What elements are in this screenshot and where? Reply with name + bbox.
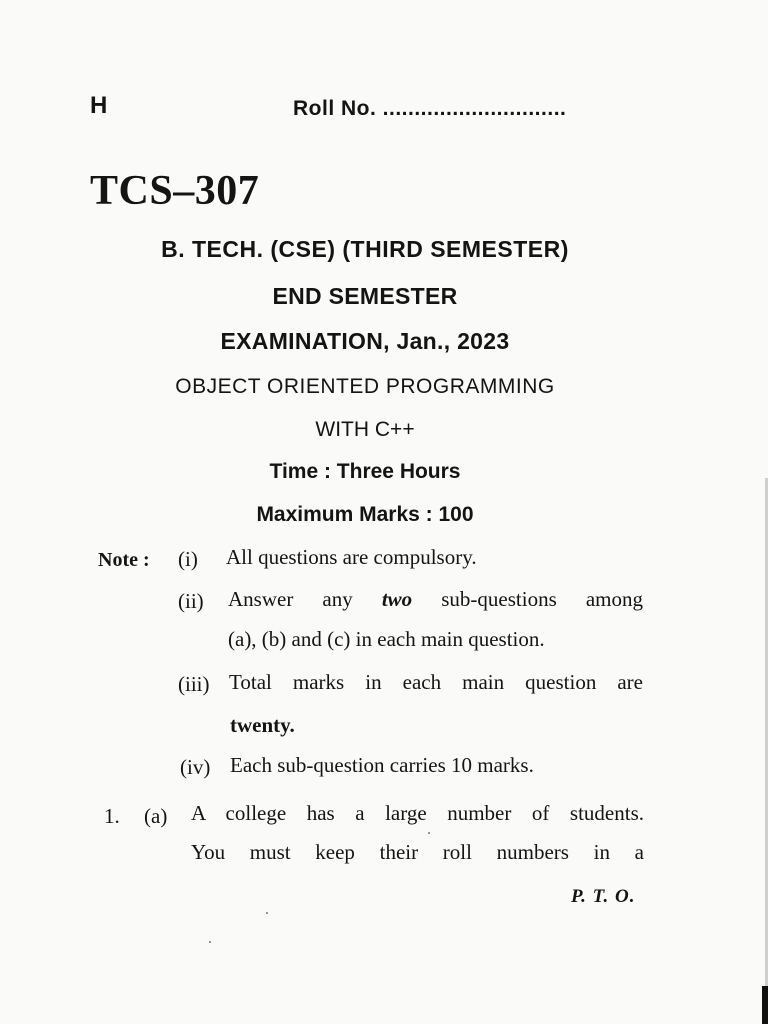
note-item-continuation: (a), (b) and (c) in each main question.	[228, 627, 545, 651]
note-item-text: All questions are compulsory.	[226, 545, 477, 569]
note-label: Note :	[98, 549, 150, 571]
series-code: H	[90, 92, 108, 119]
please-turn-over: P. T. O.	[571, 886, 636, 907]
exam-duration: Time : Three Hours	[269, 460, 461, 483]
note-item-emphasis: two	[381, 587, 413, 611]
maximum-marks: Maximum Marks : 100	[256, 503, 474, 526]
note-item-text	[228, 587, 643, 612]
note-item-text: Total marks in each main question are	[229, 670, 643, 694]
question-number: 1.	[104, 804, 120, 828]
subject-title-line1: OBJECT ORIENTED PROGRAMMING	[175, 375, 555, 398]
exam-heading-line2: EXAMINATION, Jan., 2023	[220, 328, 510, 354]
note-item-text-end: sub-questions among	[412, 587, 644, 611]
scan-edge-mark	[762, 986, 768, 1024]
scan-speck	[266, 912, 268, 914]
note-item-number: (i)	[178, 547, 198, 571]
subject-title-line2: WITH C++	[315, 418, 415, 441]
note-item-number: (ii)	[178, 589, 204, 613]
roll-number-field: Roll No. .............................	[293, 97, 567, 120]
note-item-continuation: twenty.	[230, 713, 295, 737]
paper-code: TCS–307	[90, 168, 260, 214]
scan-speck	[428, 832, 430, 834]
degree-heading: B. TECH. (CSE) (THIRD SEMESTER)	[161, 236, 569, 262]
question-text-line2: You must keep their roll numbers in a	[191, 840, 644, 864]
note-item-number: (iv)	[180, 755, 211, 779]
question-text-line1: A college has a large number of students.	[191, 801, 644, 825]
question-part: (a)	[144, 804, 168, 828]
note-item-number: (iii)	[178, 672, 210, 696]
note-item-text-start: Answer any	[228, 587, 382, 611]
scan-speck	[209, 941, 211, 943]
note-item-text: Each sub-question carries 10 marks.	[230, 753, 534, 777]
exam-heading-line1: END SEMESTER	[272, 283, 458, 309]
